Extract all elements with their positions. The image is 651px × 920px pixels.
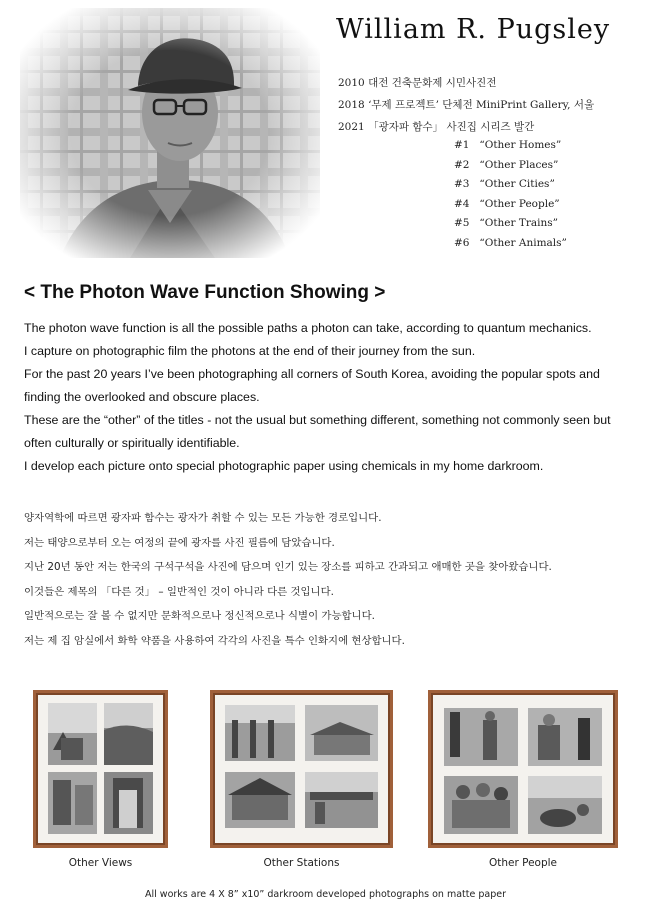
statement-paragraph: These are the “other” of the titles - not the usual but something different, something not commonly seen but often culturally or spiritually identifiable. [24,413,611,450]
series-title: “Other Homes” [479,139,562,151]
statement-paragraph: 저는 태양으로부터 오는 여정의 끝에 광자를 사진 필름에 담았습니다. [24,536,335,549]
series-number: #1 [454,139,470,151]
series-title: “Other Trains” [479,217,559,229]
cv-entry [338,94,594,116]
work-caption: Other People [488,857,558,869]
statement-paragraph: 이것들은 제목의 「다른 것」 – 일반적인 것이 아니라 다른 것입니다. [24,585,334,598]
cv-text: 대전 건축문화제 시민사진전 [368,77,497,89]
cv-year: 2018 [338,99,365,111]
series-item [454,234,567,254]
series-number: #6 [454,236,470,249]
artist-portrait [20,8,320,258]
series-title: “Other Animals” [479,236,567,249]
series-item [454,136,567,156]
series-title: “Other Cities” [479,178,555,190]
series-number: #4 [454,197,470,210]
work-caption: Other Views [68,857,133,869]
series-title: “Other People” [479,197,560,210]
statement-english [24,317,634,478]
framed-work-stations [210,690,393,848]
series-list [454,136,567,253]
statement-paragraph: The photon wave function is all the possible paths a photon can take, according to quantum mechanics. [24,321,592,335]
cv-text: 「광자파 함수」 사진집 시리즈 발간 [368,121,535,133]
work-caption: Other Stations [263,857,340,869]
framed-work-views [33,690,168,848]
series-number: #5 [454,217,470,229]
exhibition-history [338,72,594,138]
artist-name: William R. Pugsley [336,14,611,45]
statement-paragraph: 저는 제 집 암실에서 화학 약품을 사용하여 각각의 사진을 특수 인화지에 현상합니다. [24,634,405,647]
cv-entry [338,116,594,138]
cv-year: 2010 [338,77,365,89]
series-item [454,156,567,176]
series-item [454,214,567,234]
framed-work-people [428,690,618,848]
cv-text: ‘무제 프로젝트’ 단체전 MiniPrint Gallery, 서울 [368,99,595,111]
statement-heading: < The Photon Wave Function Showing > [24,282,386,303]
series-item [454,175,567,195]
statement-korean [24,506,639,653]
cv-year: 2021 [338,121,365,133]
statement-paragraph: For the past 20 years I’ve been photographing all corners of South Korea, avoiding the popular spots and finding the overlooked and obscure places. [24,367,600,404]
series-number: #3 [454,178,470,190]
series-title: “Other Places” [479,158,559,171]
statement-paragraph: I develop each picture onto special photographic paper using chemicals in my home darkroom. [24,459,544,473]
statement-paragraph: I capture on photographic film the photons at the end of their journey from the sun. [24,344,476,358]
statement-paragraph: 일반적으로는 잘 볼 수 없지만 문화적으로나 정신적으로나 식별이 가능합니다. [24,610,375,622]
series-number: #2 [454,158,470,171]
statement-paragraph: 지난 20년 동안 저는 한국의 구석구석을 사진에 담으며 인기 있는 장소를 피하고 간과되고 애매한 곳을 찾아왔습니다. [24,561,552,573]
series-item [454,195,567,215]
statement-paragraph: 양자역학에 따르면 광자파 함수는 광자가 취할 수 있는 모든 가능한 경로입니다. [24,512,382,524]
works-footnote: All works are 4 X 8” x10” darkroom developed photographs on matte paper [145,889,506,900]
cv-entry [338,72,594,94]
